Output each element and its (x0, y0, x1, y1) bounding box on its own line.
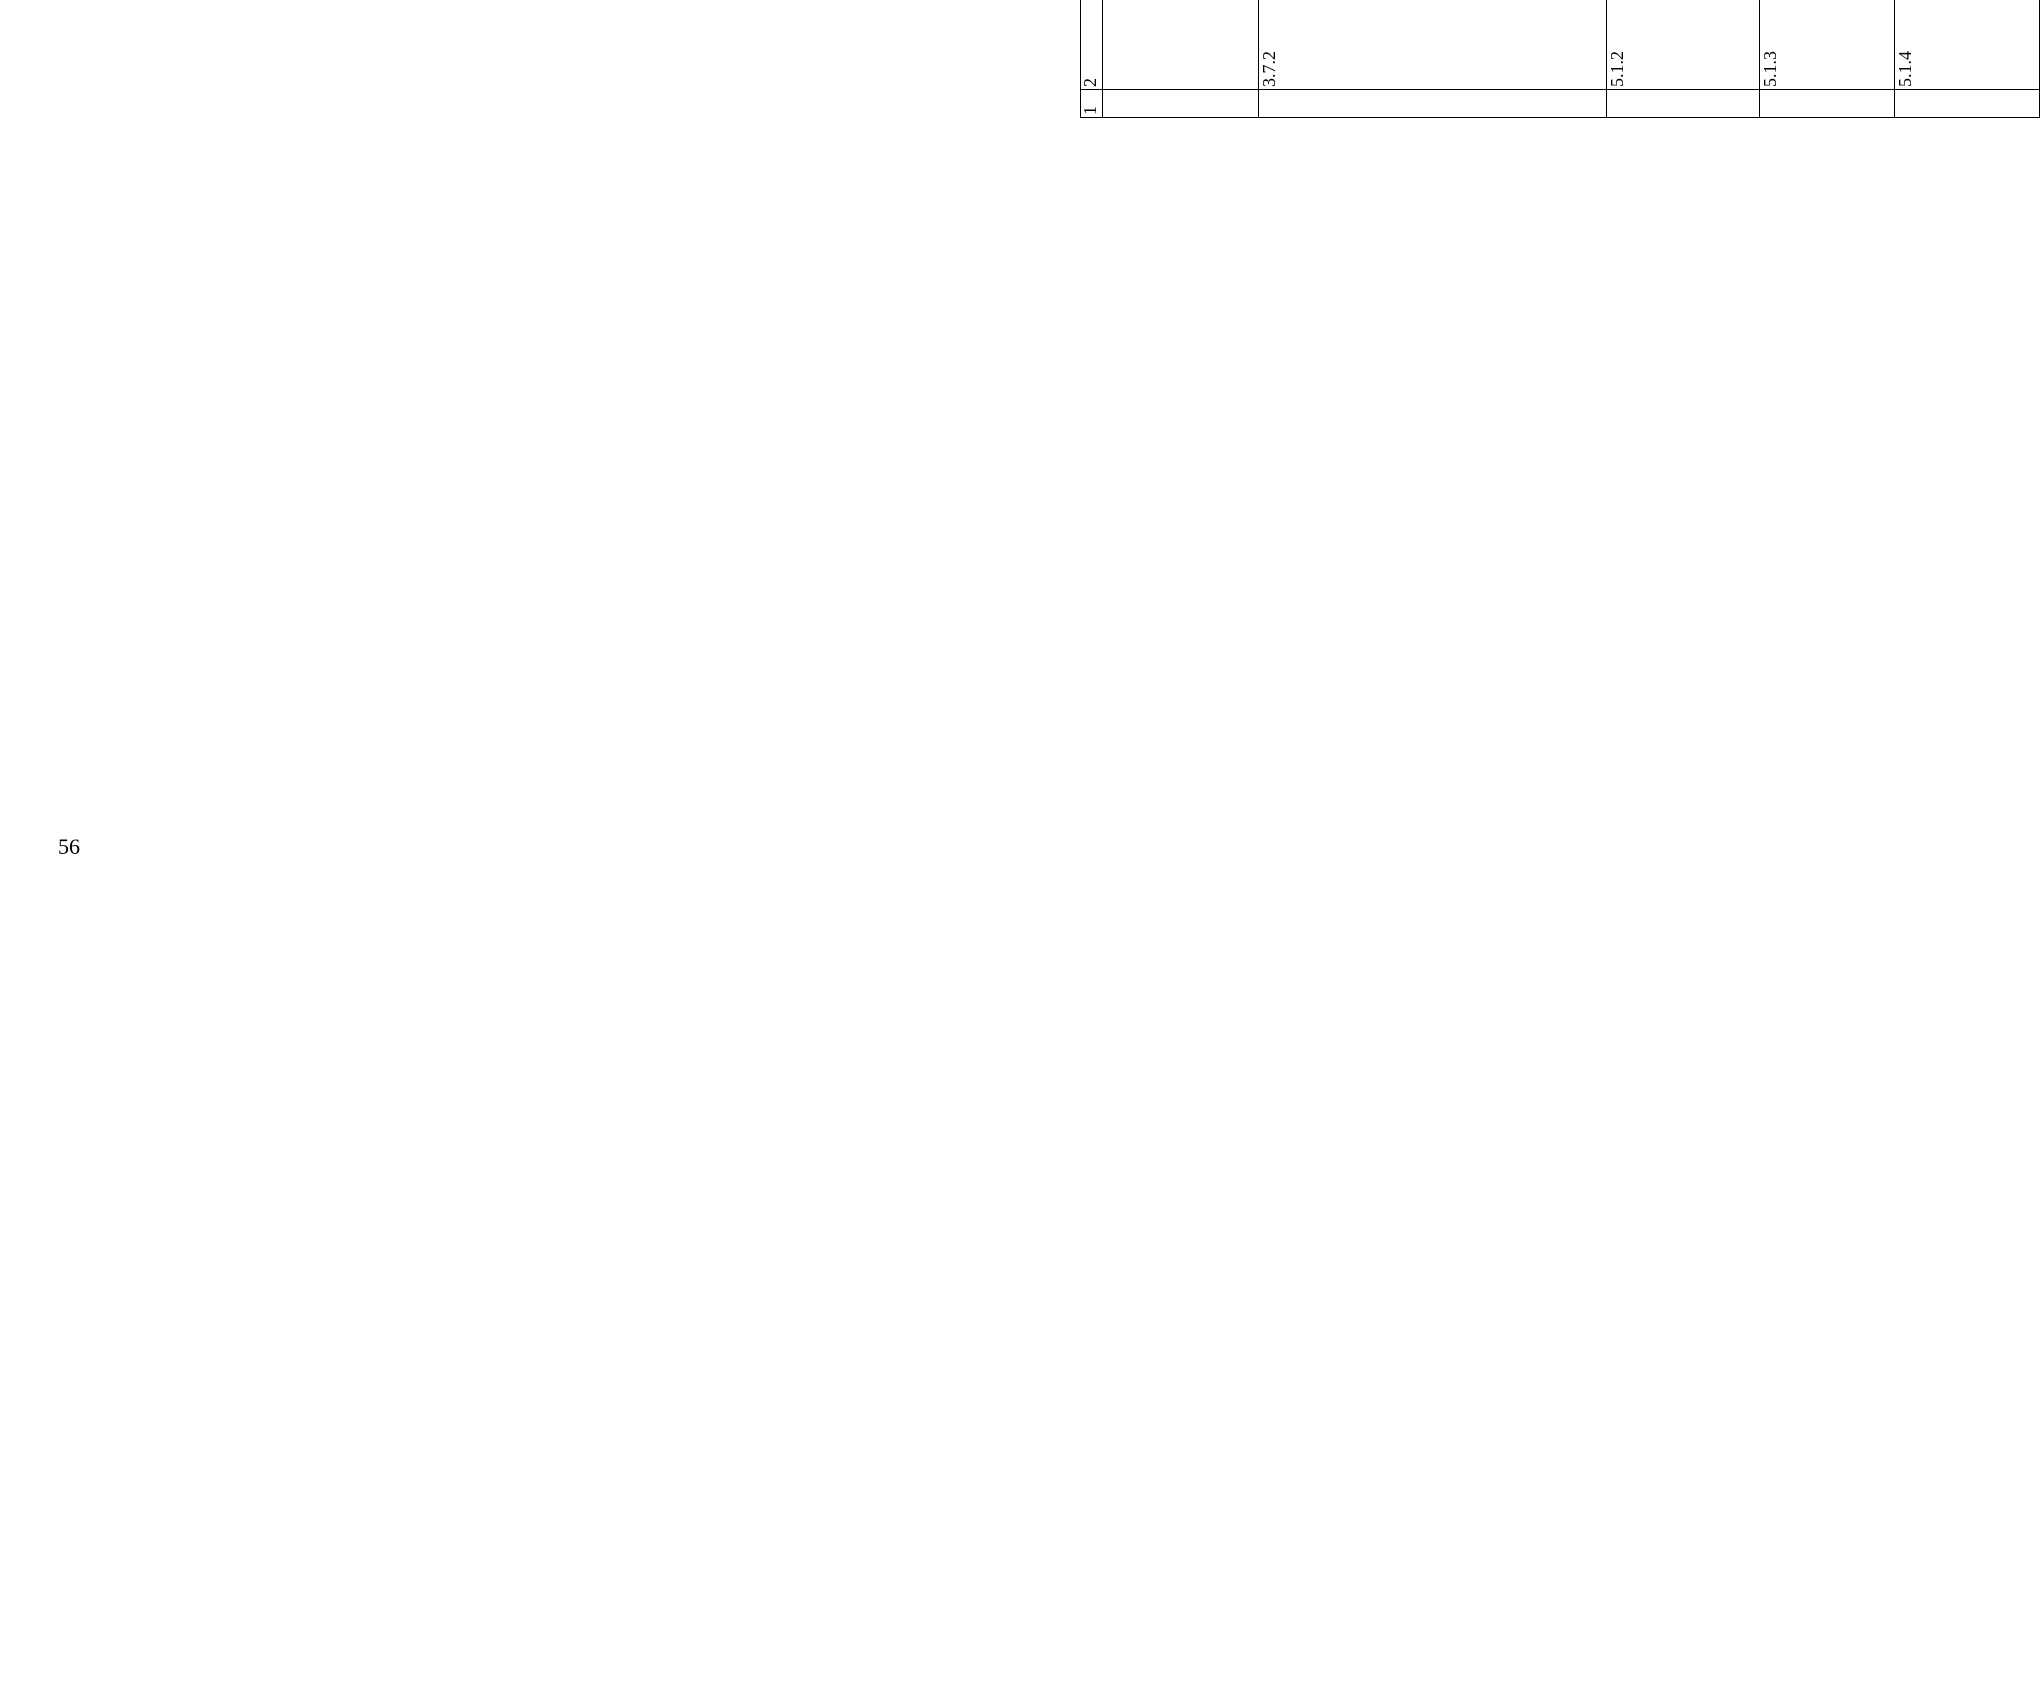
col-code-cell (1102, 0, 1258, 90)
column-number: 1 (1081, 90, 1103, 118)
col-code-cell (1606, 0, 1760, 90)
col-row-no-cell (1895, 90, 2040, 118)
col-row-no-cell (1760, 90, 1895, 118)
page-number: 56 (58, 834, 80, 859)
rotated-table-wrapper (1080, 0, 2040, 118)
cell-text-line: 5.1.2 (1606, 51, 1627, 87)
table-row (1606, 0, 1760, 118)
cell-text-line: 3.7.2 (1258, 51, 1279, 87)
col-row-no-cell (1258, 90, 1606, 118)
table-row (1895, 0, 2040, 118)
table-body (1081, 0, 2040, 118)
table-row (1760, 0, 1895, 118)
col-code-cell (1895, 0, 2040, 90)
table-header-row (1081, 0, 1103, 118)
col-code-cell (1258, 0, 1606, 90)
zoning-regulations-table (1080, 0, 2040, 118)
col-row-no-cell (1102, 90, 1258, 118)
cell-text-line: 5.1.4 (1895, 51, 1916, 87)
table-row (1102, 0, 1258, 118)
col-row-no-cell (1606, 90, 1760, 118)
col-code-cell (1760, 0, 1895, 90)
column-number: 2 (1081, 0, 1103, 90)
table-row (1258, 0, 1606, 118)
cell-text-line: 5.1.3 (1760, 51, 1781, 87)
